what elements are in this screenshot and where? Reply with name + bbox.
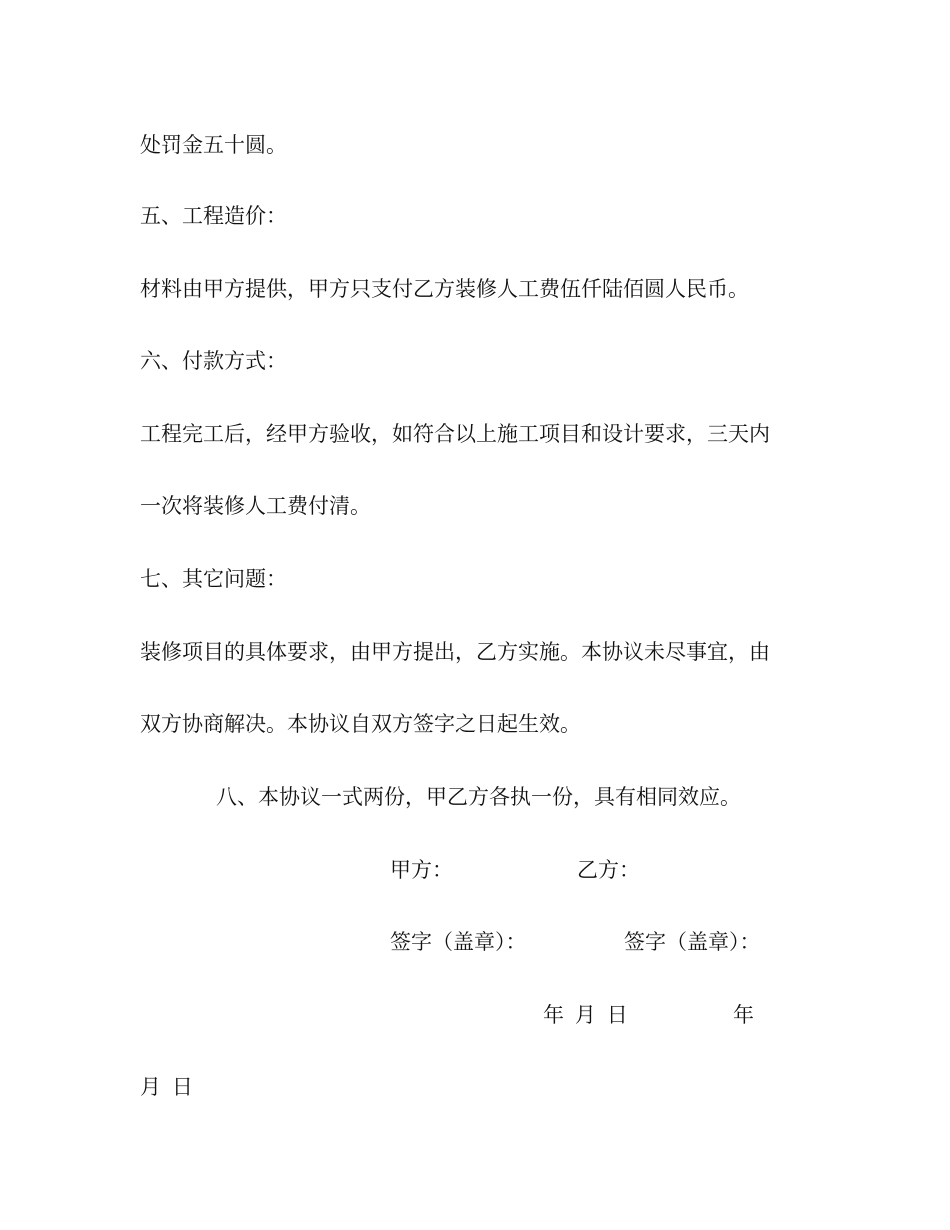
party-a-signature-label: 签字（盖章）： [390,930,527,954]
party-b-date-month-day: 月 日 [140,1075,193,1099]
section-heading-payment: 六、付款方式： [140,349,287,373]
text-line: 双方协商解决。本协议自双方签字之日起生效。 [140,712,581,736]
text-line: 装修项目的具体要求，由甲方提出，乙方实施。本协议未尽事宜，由 [140,640,770,664]
party-b-label: 乙方： [577,858,640,882]
section-heading-cost: 五、工程造价： [140,204,287,228]
text-line: 工程完工后，经甲方验收，如符合以上施工项目和设计要求，三天内 [140,422,770,446]
party-b-date-year: 年 [733,1003,754,1027]
party-a-date: 年 月 日 [543,1003,628,1027]
text-line: 一次将装修人工费付清。 [140,494,371,518]
text-line: 材料由甲方提供，甲方只支付乙方装修人工费伍仟陆佰圆人民币。 [140,277,749,301]
section-copies-clause: 八、本协议一式两份，甲乙方各执一份，具有相同效应。 [216,785,741,809]
section-heading-other: 七、其它问题： [140,567,287,591]
text-line: 处罚金五十圆。 [140,133,287,157]
party-a-label: 甲方： [390,858,453,882]
party-b-signature-label: 签字（盖章）： [624,930,761,954]
